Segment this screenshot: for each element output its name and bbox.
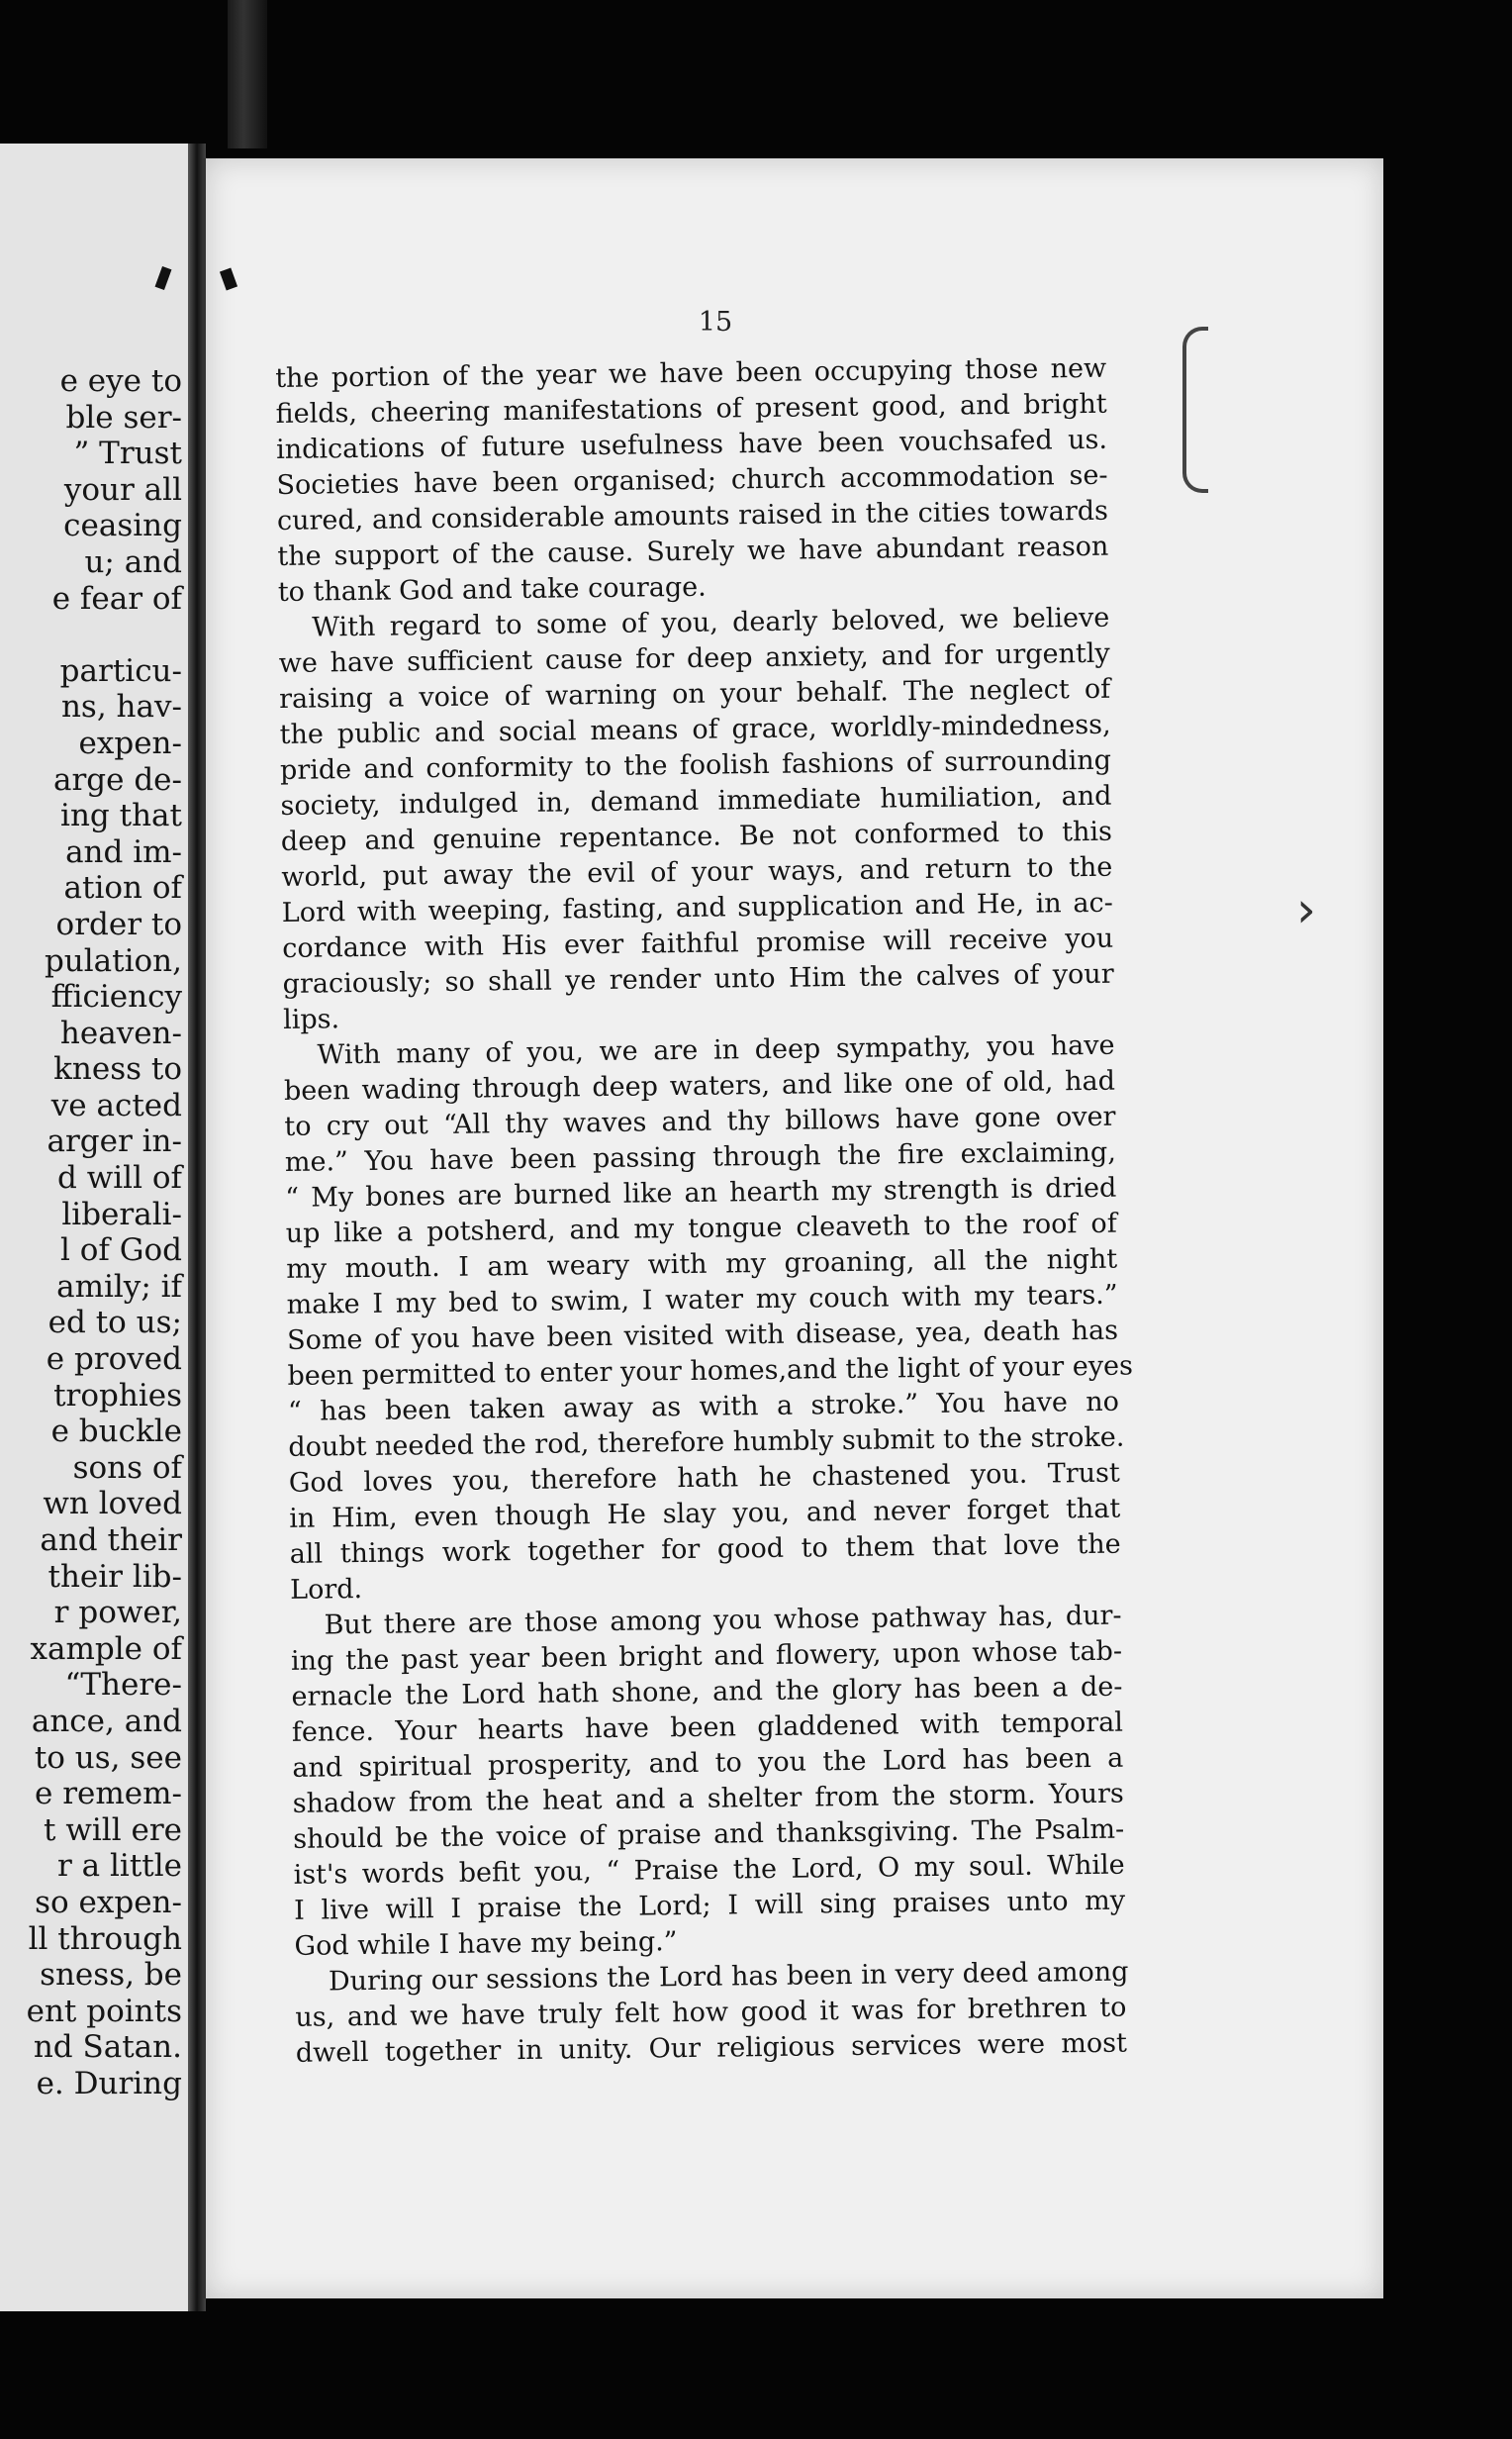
text-line: pride and conformity to the foolish fashions of surrounding [279,744,1112,786]
facing-text-line: so expen- [35,1884,182,1920]
facing-text-line: e eye to [59,363,182,399]
facing-text-line: ns, hav- [60,689,182,726]
text-line: cured, and considerable amounts raised in the cities towards [276,495,1109,537]
facing-text-line: ” Trust [73,436,182,472]
book-spine-shadow [228,0,267,148]
facing-text-line: pulation, [44,942,182,979]
facing-text-line: particu- [59,652,182,689]
text-line: “ My bones are burned like an hearth my strength is dried [285,1172,1117,1214]
text-line: to cry out “All thy waves and thy billows have gone over [284,1101,1116,1142]
page-number: 15 [698,307,733,338]
text-line: in Him, even though He slay you, and never forget that [289,1493,1121,1534]
text-line: Lord with weeping, fasting, and supplication and He, in ac- [281,887,1113,928]
text-line: God while I have my being.” [294,1926,678,1962]
text-line: dwell together in unity. Our religious services were most [295,2027,1128,2069]
text-line: society, indulged in, demand immediate humiliation, and [280,780,1112,822]
text-line: With many of you, we are in deep sympathy, you have [317,1029,1115,1071]
facing-text-line: sons of [72,1449,182,1486]
text-line: the public and social means of grace, worldly-mindedness, [279,709,1111,750]
facing-text-line: order to [55,906,182,942]
text-line: graciously; so shall ye render unto Him the calves of your [282,958,1114,1000]
facing-text-line: “There- [64,1667,182,1704]
text-line: fields, cheering manifestations of present good, and bright [275,388,1107,430]
facing-text-line: fficiency [50,979,182,1016]
facing-page [0,144,191,2311]
facing-text-line: e buckle [50,1414,182,1450]
text-line: fence. Your hearts have been gladdened with temporal [291,1707,1124,1748]
facing-text-line: e fear of [51,580,182,617]
text-line: shadow from the heat and a shelter from the storm. Yours [292,1778,1124,1819]
facing-text-line [0,617,182,653]
text-line: me.” You have been passing through the fire exclaiming, [284,1136,1117,1178]
facing-text-line: ve acted [50,1087,182,1123]
facing-text-line: ceasing [63,508,182,544]
text-line: Lord. [289,1574,363,1606]
text-line: we have sufficient cause for deep anxiety, and for urgently [278,637,1110,679]
text-line: But there are those among you whose pathway has, dur- [324,1600,1122,1641]
facing-text-line: u; and [84,543,182,580]
facing-page-text [0,363,182,2102]
text-line: been permitted to enter your homes,and the light of your eyes [287,1350,1134,1392]
facing-text-line: ent points [26,1993,182,2029]
facing-text-line: to us, see [34,1739,182,1776]
text-line: should be the voice of praise and thanksgiving. The Psalm- [293,1813,1125,1855]
facing-text-line: ll through [28,1920,182,1957]
text-line: God loves you, therefore hath he chastened you. Trust [288,1457,1120,1499]
text-line: the support of the cause. Surely we have abundant reason [277,531,1109,572]
text-line: With regard to some of you, dearly beloved, we believe [312,602,1110,643]
facing-text-line: e remem- [35,1776,182,1812]
facing-text-line: t will ere [44,1811,182,1848]
text-line: indications of future usefulness have been vouchsafed us. [275,424,1108,465]
facing-text-line: arge de- [52,761,182,798]
facing-text-line: ance, and [31,1703,182,1739]
text-line: make I my bed to swim, I water my couch with my tears.” [286,1279,1118,1320]
text-line: I live will I praise the Lord; I will sing praises unto my [293,1885,1126,1926]
facing-text-line: ing that [60,798,182,834]
facing-text-line: and im- [65,833,182,870]
text-line: and spiritual prosperity, and to you the Lord has been a [292,1742,1124,1784]
facing-text-line: ble ser- [65,399,182,436]
facing-text-line: arger in- [47,1123,182,1160]
text-line: Some of you have been visited with disease, yea, death has [286,1315,1119,1356]
text-line: During our sessions the Lord has been in very deed among [328,1956,1129,1998]
text-line: ist's words befit you, “ Praise the Lord, O my soul. While [293,1849,1125,1891]
text-line: deep and genuine repentance. Be not conformed to this [280,816,1113,857]
facing-text-line: sness, be [40,1957,182,1994]
margin-chevron-mark: › [1296,881,1316,938]
text-line: lips. [282,1004,340,1035]
text-line: doubt needed the rod, therefore humbly submit to the stroke. [288,1421,1125,1463]
text-line: Societies have been organised; church accommodation se- [276,459,1108,501]
facing-text-line: d will of [57,1160,182,1197]
text-line: cordance with His ever faithful promise will receive you [282,923,1114,964]
text-line: been wading through deep waters, and like one of old, had [283,1065,1116,1107]
facing-text-line: your all [63,471,182,508]
margin-bracket-mark [1182,327,1208,493]
facing-text-line: and their [40,1522,182,1558]
body-text [275,351,1134,2072]
text-line: us, and we have truly felt how good it was for brethren to [295,1992,1127,2033]
facing-text-line: expen- [78,725,182,761]
text-line: raising a voice of warning on your behalf. The neglect of [278,673,1111,715]
facing-text-line: amily; if [56,1268,182,1305]
text-line: world, put away the evil of your ways, and return to the [281,851,1113,893]
facing-text-line: xample of [30,1630,182,1667]
facing-text-line: nd Satan. [33,2029,182,2066]
facing-text-line: ed to us; [47,1305,182,1341]
text-line: ernacle the Lord hath shone, and the glory has been a de- [291,1671,1123,1712]
facing-text-line: heaven- [59,1015,182,1051]
facing-text-line: trophies [53,1377,182,1414]
text-line: the portion of the year we have been occupying those new [275,352,1107,394]
text-line: all things work together for good to them that love the [289,1528,1121,1570]
text-line: up like a potsherd, and my tongue cleaveth to the roof of [285,1208,1117,1249]
text-line: my mouth. I am weary with my groaning, all the night [286,1243,1118,1285]
facing-text-line: e. During [36,2065,182,2101]
text-line: “ has been taken away as with a stroke.” You have no [287,1386,1120,1427]
facing-text-line: liberali- [61,1196,182,1232]
text-line: to thank God and take courage. [277,571,707,608]
facing-text-line: their lib- [47,1558,182,1595]
facing-text-line: kness to [53,1051,182,1088]
facing-text-line: r power, [53,1595,182,1631]
facing-text-line: ation of [63,870,182,907]
facing-text-line: l of God [59,1232,182,1269]
facing-text-line: e proved [46,1341,182,1378]
facing-text-line: r a little [56,1848,182,1885]
text-line: ing the past year been bright and flowery, upon whose tab- [290,1635,1123,1677]
facing-text-line: wn loved [43,1486,182,1522]
